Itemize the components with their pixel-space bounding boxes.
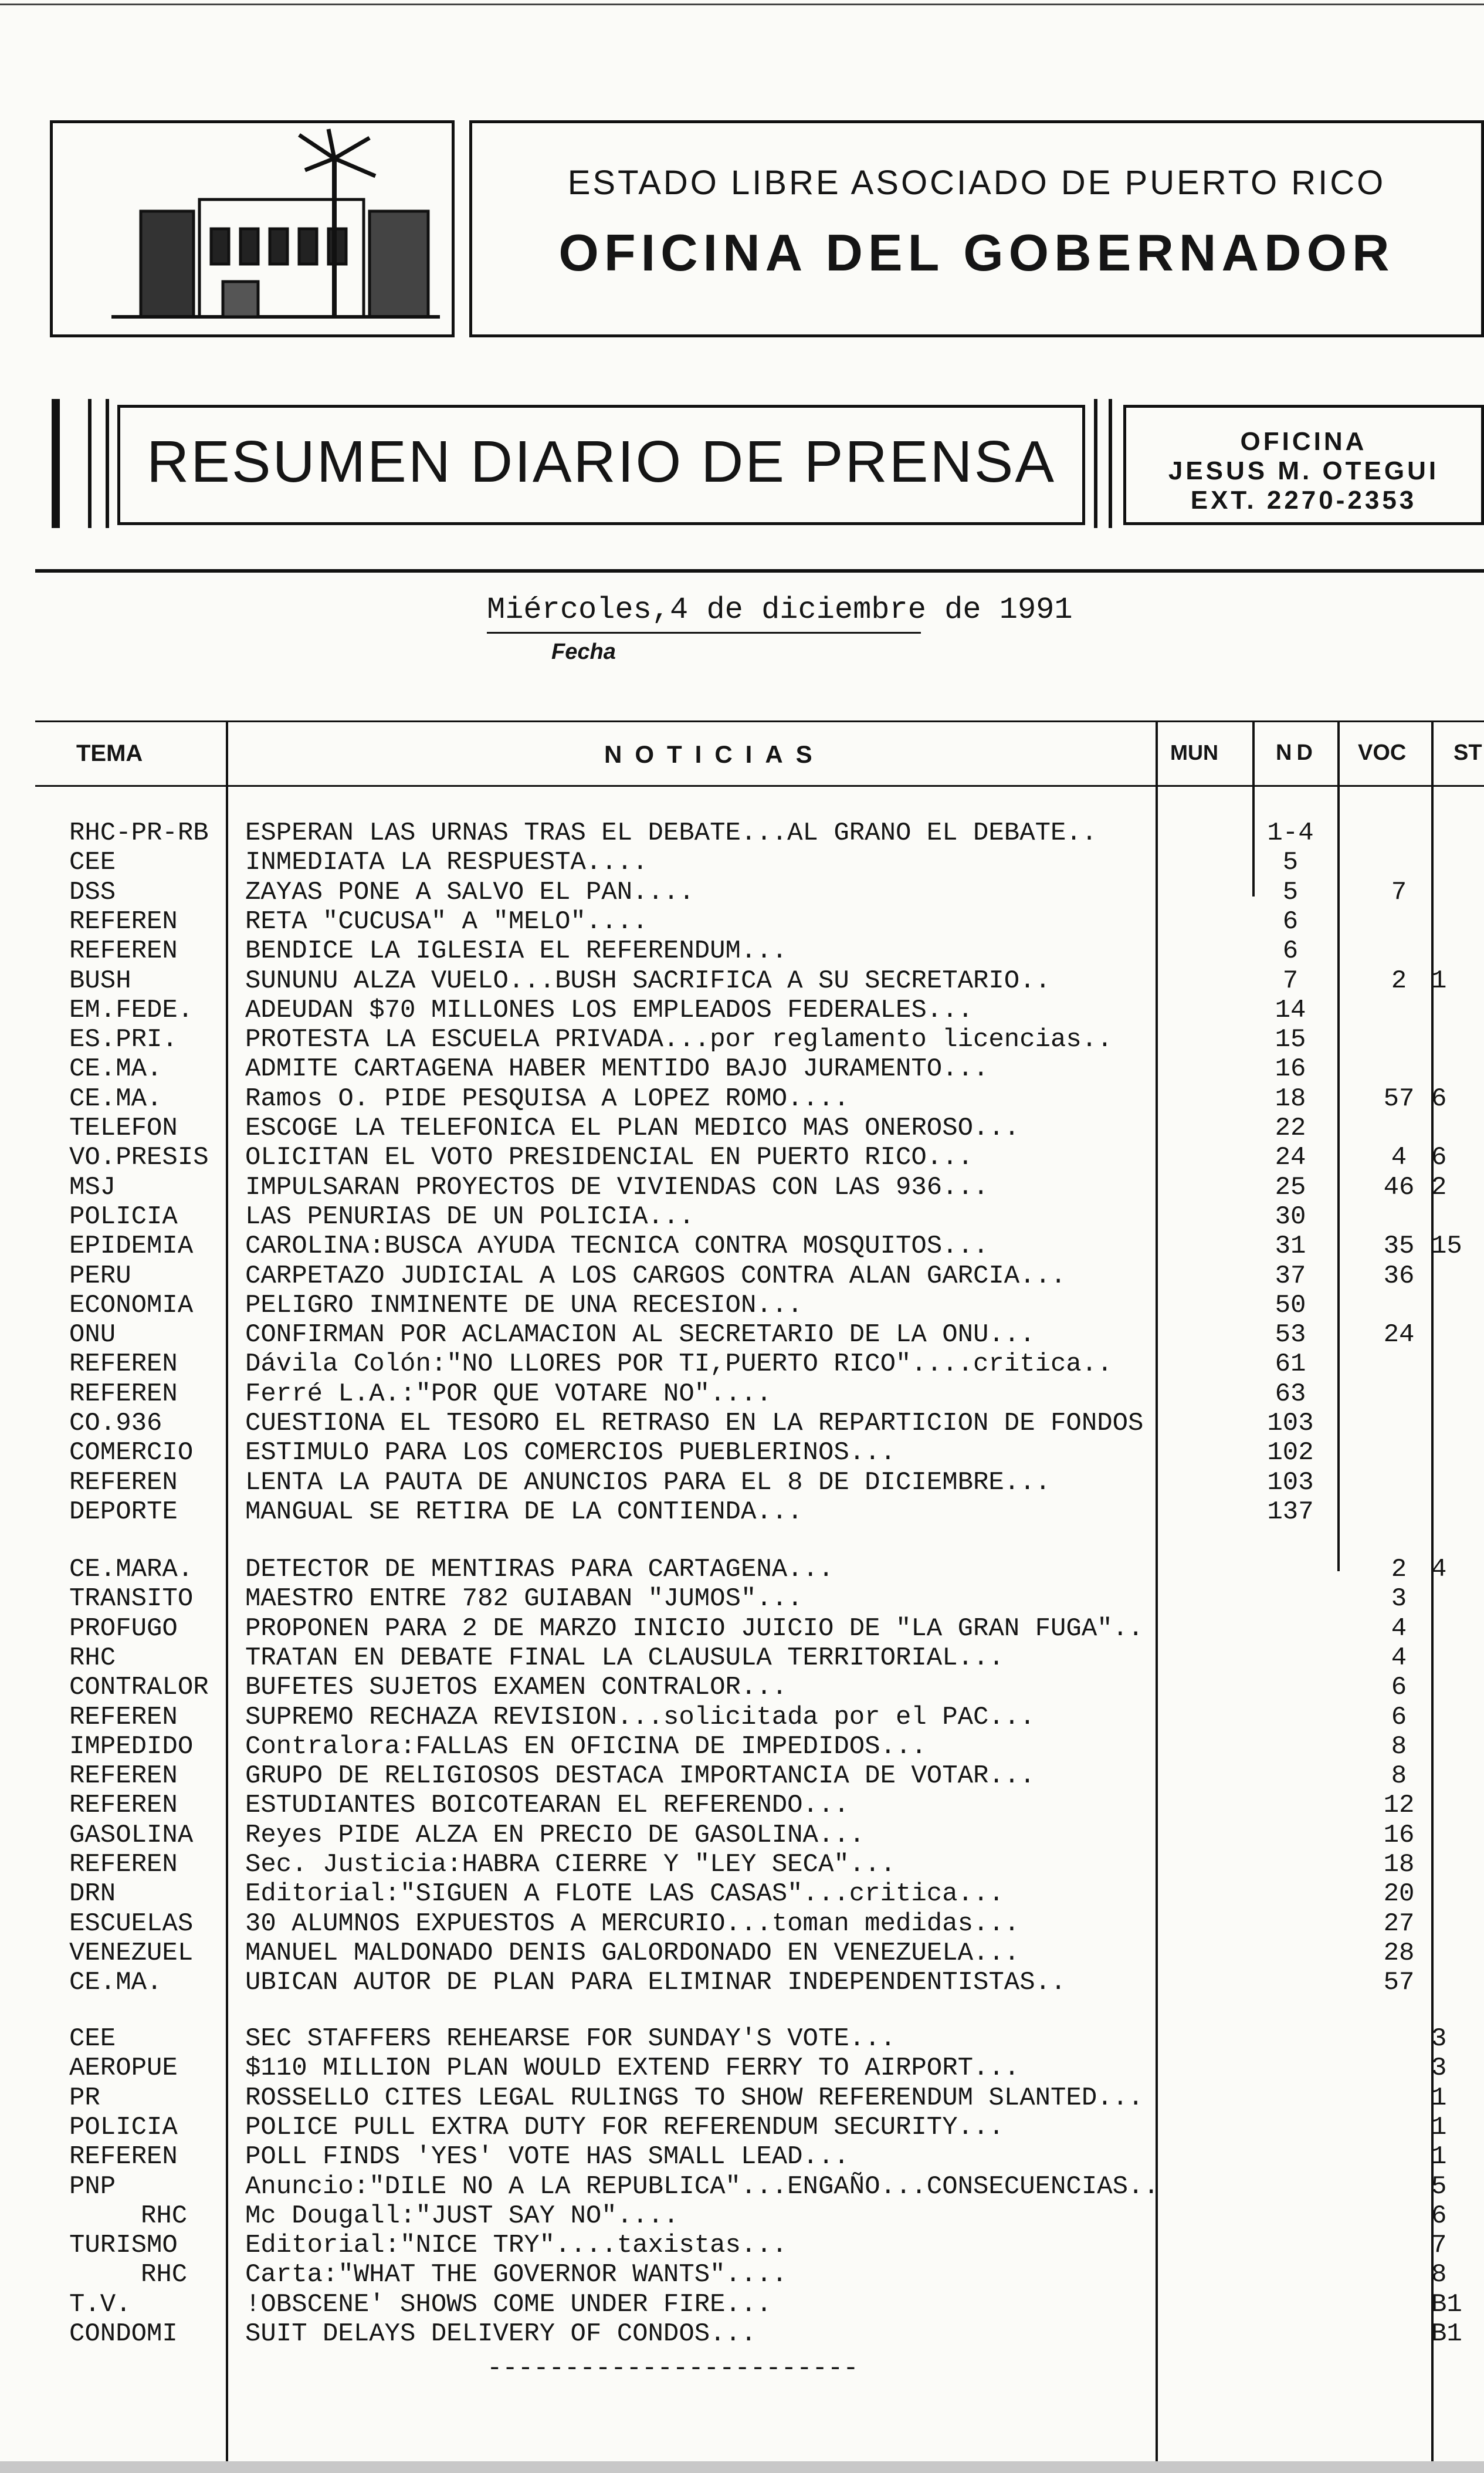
date-value: Miércoles,4 de diciembre de 1991	[487, 593, 1073, 627]
table-row	[0, 1084, 1484, 1114]
tema-cell: IMPEDIDO	[69, 1731, 194, 1761]
table-row	[0, 936, 1484, 966]
news-headline: INMEDIATA LA RESPUESTA....	[245, 848, 648, 878]
news-headline: PELIGRO INMINENTE DE UNA RECESION...	[245, 1290, 803, 1320]
table-row	[0, 1821, 1484, 1850]
nd-page: 5	[1282, 877, 1299, 907]
news-headline: BUFETES SUJETOS EXAMEN CONTRALOR...	[245, 1673, 788, 1703]
table-row	[0, 1791, 1484, 1820]
st-page: 6	[1431, 2201, 1447, 2231]
table-row	[0, 1939, 1484, 1968]
st-page: B1	[1431, 2289, 1462, 2319]
tema-cell: REFEREN	[69, 1379, 178, 1409]
tema-cell: DRN	[69, 1879, 116, 1909]
table-row	[0, 1732, 1484, 1761]
news-headline: SEC STAFFERS REHEARSE FOR SUNDAY'S VOTE...	[245, 2024, 896, 2053]
voc-page: 4	[1391, 1643, 1407, 1673]
news-headline: TRATAN EN DEBATE FINAL LA CLAUSULA TERRITORIAL...	[245, 1643, 1004, 1673]
tema-cell: RHC-PR-RB	[69, 818, 209, 848]
tema-cell: PROFUGO	[69, 1613, 178, 1643]
tema-cell: TURISMO	[69, 2231, 178, 2261]
table-row	[0, 1555, 1484, 1584]
table-row	[0, 2319, 1484, 2349]
table-row	[0, 1409, 1484, 1438]
st-page: 3	[1431, 2053, 1447, 2083]
col-header-nd: ND	[1276, 740, 1317, 765]
table-row	[0, 1025, 1484, 1054]
table-row	[0, 2024, 1484, 2053]
nd-page: 103	[1267, 1467, 1314, 1497]
tema-cell: CE.MA.	[69, 1968, 162, 1998]
table-row	[0, 1850, 1484, 1879]
st-page: 1	[1431, 966, 1447, 996]
news-headline: ADMITE CARTAGENA HABER MENTIDO BAJO JURAMENTO...	[245, 1054, 989, 1084]
resumen-title: RESUMEN DIARIO DE PRENSA	[146, 429, 1056, 495]
news-headline: SUNUNU ALZA VUELO...BUSH SACRIFICA A SU SECRETARIO..	[245, 966, 1051, 996]
news-headline: Ramos O. PIDE PESQUISA A LOPEZ ROMO....	[245, 1084, 849, 1114]
st-page: 6	[1431, 1084, 1447, 1114]
st-page: 6	[1431, 1143, 1447, 1173]
news-headline: Reyes PIDE ALZA EN PRECIO DE GASOLINA...	[245, 1820, 865, 1850]
table-row	[0, 1909, 1484, 1939]
tema-cell: MSJ	[69, 1172, 116, 1202]
table-row	[0, 966, 1484, 996]
nd-page: 103	[1267, 1409, 1314, 1438]
col-header-voc: VOC	[1358, 740, 1407, 765]
voc-page: 4	[1391, 1613, 1407, 1643]
left-bar-1	[52, 399, 60, 528]
tema-cell: EPIDEMIA	[69, 1232, 194, 1261]
nd-page: 102	[1267, 1438, 1314, 1468]
news-headline: IMPULSARAN PROYECTOS DE VIVIENDAS CON LAS 936...	[245, 1172, 989, 1202]
news-headline: CARPETAZO JUDICIAL A LOS CARGOS CONTRA ALAN GARCIA...	[245, 1261, 1066, 1291]
tema-cell: TRANSITO	[69, 1584, 194, 1614]
bottom-edge	[0, 2461, 1484, 2473]
news-headline: Anuncio:"DILE NO A LA REPUBLICA"...ENGAÑO...CONSECUENCIAS..	[245, 2171, 1159, 2201]
table-row	[0, 2172, 1484, 2201]
st-page: 1	[1431, 2142, 1447, 2172]
news-headline: Mc Dougall:"JUST SAY NO"....	[245, 2201, 679, 2231]
news-headline: ESTIMULO PARA LOS COMERCIOS PUEBLERINOS...	[245, 1438, 896, 1468]
table-row	[0, 2113, 1484, 2142]
news-headline: SUPREMO RECHAZA REVISION...solicitada por el PAC...	[245, 1702, 1035, 1732]
tema-cell: CE.MA.	[69, 1084, 162, 1114]
news-headline: $110 MILLION PLAN WOULD EXTEND FERRY TO AIRPORT...	[245, 2053, 1020, 2083]
table-row	[0, 2260, 1484, 2289]
tema-cell: ESCUELAS	[69, 1909, 194, 1939]
date-label: Fecha	[551, 640, 616, 664]
news-headline: 30 ALUMNOS EXPUESTOS A MERCURIO...toman medidas...	[245, 1909, 1020, 1939]
table-row	[0, 1202, 1484, 1232]
tema-cell: ES.PRI.	[69, 1025, 178, 1055]
news-headline: ROSSELLO CITES LEGAL RULINGS TO SHOW REFERENDUM SLANTED...	[245, 2083, 1144, 2113]
tema-cell: PERU	[69, 1261, 131, 1291]
news-headline: Dávila Colón:"NO LLORES POR TI,PUERTO RICO"....critica..	[245, 1349, 1113, 1379]
government-building-illustration	[53, 123, 452, 334]
table-row	[0, 1468, 1484, 1497]
office-label: OFICINA	[1240, 427, 1367, 456]
col-header-st: ST	[1453, 740, 1482, 765]
col-header-mun: MUN	[1170, 740, 1218, 764]
tema-cell: REFEREN	[69, 1349, 178, 1379]
table-row	[0, 2290, 1484, 2319]
table-row	[0, 818, 1484, 848]
nd-page: 25	[1275, 1172, 1306, 1202]
tema-cell: RHC	[69, 1643, 116, 1673]
tema-cell: CE.MARA.	[69, 1555, 194, 1584]
table-row	[0, 907, 1484, 936]
table-row	[0, 1261, 1484, 1291]
nd-page: 7	[1282, 966, 1299, 996]
nd-page: 5	[1282, 848, 1299, 878]
voc-page: 4	[1391, 1143, 1407, 1173]
tema-cell: ECONOMIA	[69, 1290, 194, 1320]
voc-page: 46	[1383, 1172, 1415, 1202]
top-rule	[0, 4, 1484, 5]
news-headline: CONFIRMAN POR ACLAMACION AL SECRETARIO DE LA ONU...	[245, 1320, 1035, 1350]
voc-page: 24	[1383, 1320, 1415, 1350]
tema-cell: POLICIA	[69, 2112, 178, 2142]
table-row	[0, 1379, 1484, 1409]
voc-page: 16	[1383, 1820, 1415, 1850]
office-extension: EXT. 2270-2353	[1190, 486, 1417, 515]
tema-cell: RHC	[141, 2260, 188, 2290]
voc-page: 57	[1383, 1084, 1415, 1114]
news-headline: RETA "CUCUSA" A "MELO"....	[245, 906, 648, 936]
st-page: 2	[1431, 1172, 1447, 1202]
tema-cell: CEE	[69, 2024, 116, 2053]
voc-page: 27	[1383, 1909, 1415, 1939]
news-headline: CAROLINA:BUSCA AYUDA TECNICA CONTRA MOSQUITOS...	[245, 1232, 989, 1261]
tema-cell: REFEREN	[69, 1850, 178, 1879]
news-headline: PROTESTA LA ESCUELA PRIVADA...por reglamento licencias..	[245, 1025, 1113, 1055]
news-headline: LAS PENURIAS DE UN POLICIA...	[245, 1202, 694, 1232]
mid-bar-1	[1094, 399, 1097, 528]
footer-dashes: ------------------------	[487, 2354, 859, 2383]
st-page: 1	[1431, 2112, 1447, 2142]
st-page: 4	[1431, 1555, 1447, 1584]
news-headline: POLICE PULL EXTRA DUTY FOR REFERENDUM SECURITY...	[245, 2112, 1004, 2142]
tema-cell: BUSH	[69, 966, 131, 996]
voc-page: 20	[1383, 1879, 1415, 1909]
tema-cell: PR	[69, 2083, 100, 2113]
tema-cell: ONU	[69, 1320, 116, 1350]
table-row	[0, 1643, 1484, 1673]
news-headline: ESCOGE LA TELEFONICA EL PLAN MEDICO MAS ONEROSO...	[245, 1114, 1020, 1143]
voc-page: 35	[1383, 1232, 1415, 1261]
nd-page: 22	[1275, 1114, 1306, 1143]
voc-page: 8	[1391, 1731, 1407, 1761]
tema-cell: REFEREN	[69, 1761, 178, 1791]
nd-page: 1-4	[1267, 818, 1314, 848]
tema-cell: PNP	[69, 2171, 116, 2201]
header-line1: ESTADO LIBRE ASOCIADO DE PUERTO RICO	[567, 164, 1386, 202]
news-headline: OLICITAN EL VOTO PRESIDENCIAL EN PUERTO RICO...	[245, 1143, 974, 1173]
table-row	[0, 1054, 1484, 1084]
table-row	[0, 1349, 1484, 1379]
tema-cell: AEROPUE	[69, 2053, 178, 2083]
news-headline: GRUPO DE RELIGIOSOS DESTACA IMPORTANCIA DE VOTAR...	[245, 1761, 1035, 1791]
nd-page: 18	[1275, 1084, 1306, 1114]
table-row	[0, 2201, 1484, 2231]
st-page: 1	[1431, 2083, 1447, 2113]
table-row	[0, 1761, 1484, 1791]
news-headline: MANUEL MALDONADO DENIS GALORDONADO EN VENEZUELA...	[245, 1938, 1020, 1968]
table-row	[0, 1291, 1484, 1320]
voc-page: 2	[1391, 1555, 1407, 1584]
nd-page: 6	[1282, 936, 1299, 966]
news-headline: ESPERAN LAS URNAS TRAS EL DEBATE...AL GRANO EL DEBATE..	[245, 818, 1097, 848]
nd-page: 24	[1275, 1143, 1306, 1173]
voc-page: 18	[1383, 1850, 1415, 1879]
news-headline: DETECTOR DE MENTIRAS PARA CARTAGENA...	[245, 1555, 834, 1584]
news-headline: ESTUDIANTES BOICOTEARAN EL REFERENDO...	[245, 1791, 849, 1821]
nd-page: 37	[1275, 1261, 1306, 1291]
table-row	[0, 2142, 1484, 2171]
left-bar-2	[88, 399, 92, 528]
table-row	[0, 2231, 1484, 2260]
tema-cell: EM.FEDE.	[69, 995, 194, 1025]
nd-page: 14	[1275, 995, 1306, 1025]
table-row	[0, 1173, 1484, 1202]
news-headline: !OBSCENE' SHOWS COME UNDER FIRE...	[245, 2289, 772, 2319]
table-row	[0, 1438, 1484, 1467]
news-headline: SUIT DELAYS DELIVERY OF CONDOS...	[245, 2319, 757, 2349]
news-headline: BENDICE LA IGLESIA EL REFERENDUM...	[245, 936, 788, 966]
tema-cell: DSS	[69, 877, 116, 907]
table-row	[0, 1114, 1484, 1143]
header-image-box	[50, 120, 455, 337]
table-row	[0, 1703, 1484, 1732]
table-row	[0, 2053, 1484, 2083]
nd-page: 15	[1275, 1025, 1306, 1055]
voc-page: 28	[1383, 1938, 1415, 1968]
tema-cell: CO.936	[69, 1409, 162, 1438]
date-underline	[487, 632, 921, 634]
news-headline: Carta:"WHAT THE GOVERNOR WANTS"....	[245, 2260, 788, 2290]
tema-cell: GASOLINA	[69, 1820, 194, 1850]
news-headline: Editorial:"NICE TRY"....taxistas...	[245, 2231, 788, 2261]
header-line2: OFICINA DEL GOBERNADOR	[558, 224, 1395, 282]
nd-page: 137	[1267, 1497, 1314, 1527]
tema-cell: REFEREN	[69, 906, 178, 936]
nd-page: 16	[1275, 1054, 1306, 1084]
st-page: 8	[1431, 2260, 1447, 2290]
table-row	[0, 1614, 1484, 1643]
news-headline: Editorial:"SIGUEN A FLOTE LAS CASAS"...critica...	[245, 1879, 1004, 1909]
tema-cell: COMERCIO	[69, 1438, 194, 1468]
news-headline: ZAYAS PONE A SALVO EL PAN....	[245, 877, 694, 907]
voc-page: 3	[1391, 1584, 1407, 1614]
news-headline: CUESTIONA EL TESORO EL RETRASO EN LA REPARTICION DE FONDOS	[245, 1409, 1144, 1438]
tema-cell: CE.MA.	[69, 1054, 162, 1084]
tema-cell: REFEREN	[69, 2142, 178, 2172]
tema-cell: CONDOMI	[69, 2319, 178, 2349]
tema-cell: REFEREN	[69, 1702, 178, 1732]
nd-page: 50	[1275, 1290, 1306, 1320]
voc-page: 12	[1383, 1791, 1415, 1821]
st-page: 7	[1431, 2231, 1447, 2261]
table-row	[0, 1232, 1484, 1261]
tema-cell: CONTRALOR	[69, 1673, 209, 1703]
table-row	[0, 1968, 1484, 1997]
tema-cell: DEPORTE	[69, 1497, 178, 1527]
voc-page: 6	[1391, 1673, 1407, 1703]
news-headline: Ferré L.A.:"POR QUE VOTARE NO"....	[245, 1379, 772, 1409]
table-row	[0, 1497, 1484, 1527]
table-row	[0, 848, 1484, 877]
st-page: B1	[1431, 2319, 1462, 2349]
nd-page: 31	[1275, 1232, 1306, 1261]
voc-page: 2	[1391, 966, 1407, 996]
tema-cell: REFEREN	[69, 1791, 178, 1821]
left-bar-3	[106, 399, 109, 528]
nd-page: 61	[1275, 1349, 1306, 1379]
tema-cell: REFEREN	[69, 936, 178, 966]
nd-page: 63	[1275, 1379, 1306, 1409]
news-headline: PROPONEN PARA 2 DE MARZO INICIO JUICIO DE "LA GRAN FUGA"..	[245, 1613, 1144, 1643]
news-headline: MANGUAL SE RETIRA DE LA CONTIENDA...	[245, 1497, 803, 1527]
tema-cell: REFEREN	[69, 1467, 178, 1497]
tema-cell: CEE	[69, 848, 116, 878]
tema-cell: T.V.	[69, 2289, 131, 2319]
tema-cell: VENEZUEL	[69, 1938, 194, 1968]
col-header-noticias: NOTICIAS	[604, 740, 825, 768]
st-page: 5	[1431, 2171, 1447, 2201]
col-header-tema: TEMA	[76, 740, 143, 766]
news-headline: ADEUDAN $70 MILLONES LOS EMPLEADOS FEDERALES...	[245, 995, 974, 1025]
nd-page: 30	[1275, 1202, 1306, 1232]
tema-cell: TELEFON	[69, 1114, 178, 1143]
voc-page: 8	[1391, 1761, 1407, 1791]
tema-cell: RHC	[141, 2201, 188, 2231]
voc-page: 6	[1391, 1702, 1407, 1732]
office-name: JESUS M. OTEGUI	[1168, 456, 1439, 485]
nd-page: 53	[1275, 1320, 1306, 1350]
table-row	[0, 1584, 1484, 1613]
mid-bar-2	[1109, 399, 1112, 528]
news-headline: LENTA LA PAUTA DE ANUNCIOS PARA EL 8 DE DICIEMBRE...	[245, 1467, 1051, 1497]
tema-cell: POLICIA	[69, 1202, 178, 1232]
st-page: 15	[1431, 1232, 1462, 1261]
table-row	[0, 878, 1484, 907]
table-header-rule	[35, 785, 1484, 787]
table-row	[0, 2083, 1484, 2113]
tema-cell: VO.PRESIS	[69, 1143, 209, 1173]
news-headline: UBICAN AUTOR DE PLAN PARA ELIMINAR INDEPENDENTISTAS..	[245, 1968, 1066, 1998]
table-row	[0, 1143, 1484, 1172]
table-row	[0, 1879, 1484, 1909]
voc-page: 36	[1383, 1261, 1415, 1291]
header-separator	[35, 569, 1484, 573]
news-headline: Sec. Justicia:HABRA CIERRE Y "LEY SECA"...	[245, 1850, 896, 1879]
news-headline: Contralora:FALLAS EN OFICINA DE IMPEDIDOS...	[245, 1731, 927, 1761]
news-headline: POLL FINDS 'YES' VOTE HAS SMALL LEAD...	[245, 2142, 849, 2172]
nd-page: 6	[1282, 906, 1299, 936]
table-top-rule	[35, 720, 1484, 722]
table-row	[0, 996, 1484, 1025]
voc-page: 57	[1383, 1968, 1415, 1998]
news-headline: MAESTRO ENTRE 782 GUIABAN "JUMOS"...	[245, 1584, 803, 1614]
st-page: 3	[1431, 2024, 1447, 2053]
voc-page: 7	[1391, 877, 1407, 907]
table-row	[0, 1673, 1484, 1702]
table-row	[0, 1320, 1484, 1349]
